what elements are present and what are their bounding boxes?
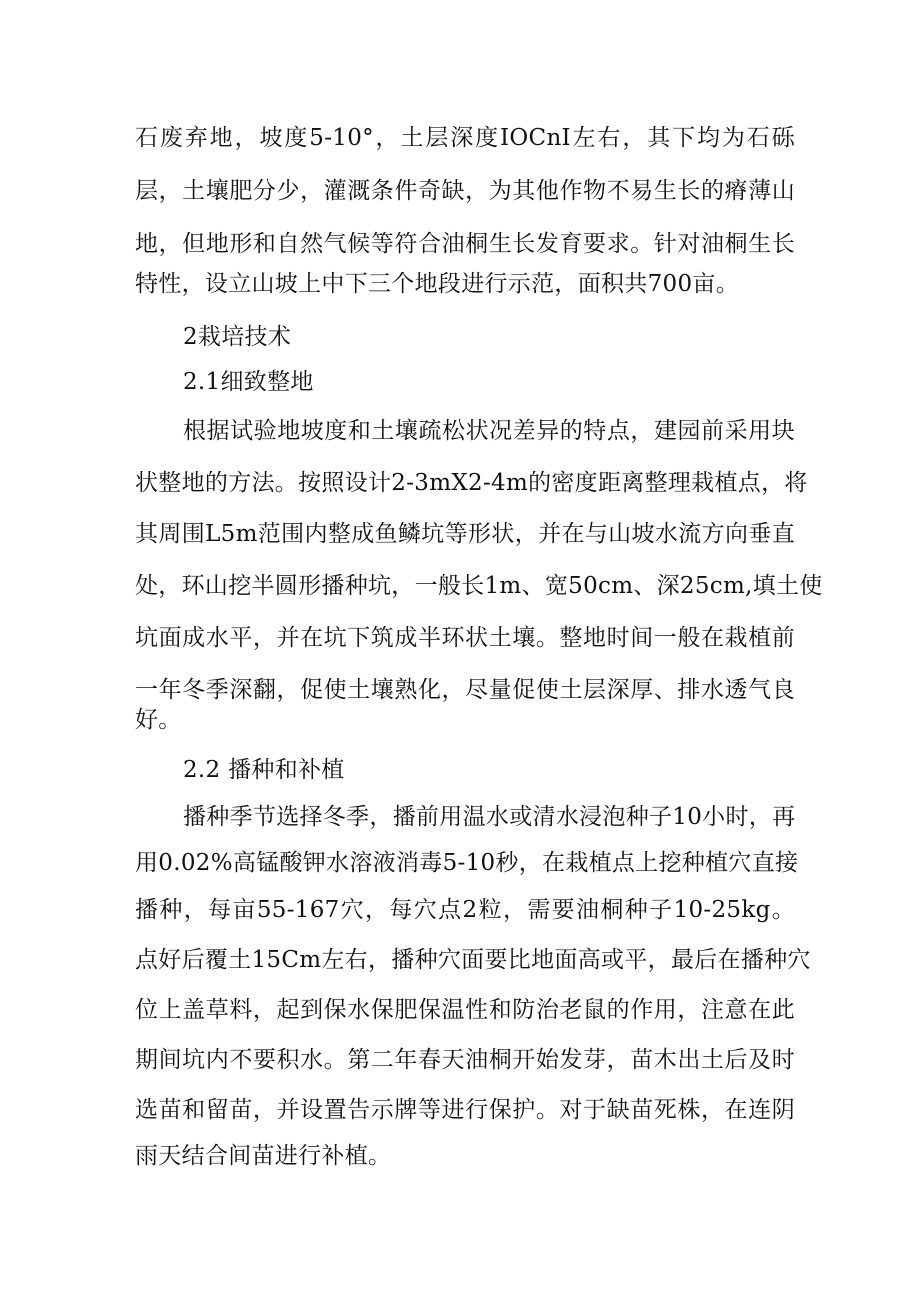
paragraph-3-line-4: 点好后覆土15Cm左右，播种穴面要比地面高或平，最后在播种穴	[135, 947, 811, 973]
paragraph-2-line-3: 其周围L5m范围内整成鱼鳞坑等形状，并在与山坡水流方向垂直	[135, 521, 795, 547]
section-heading-2: 2栽培技术	[183, 324, 292, 350]
paragraph-2-line-5: 坑面成水平，并在坑下筑成半环状土壤。整地时间一般在栽植前	[135, 625, 795, 651]
section-heading-2-2: 2.2 播种和补植	[183, 757, 345, 783]
paragraph-2-line-6: 一年冬季深翻，促使土壤熟化，尽量促使土层深厚、排水透气良	[135, 677, 795, 703]
paragraph-1-line-1: 石废弃地，坡度5-10°，土层深度IOCnI左右，其下均为石砾	[135, 125, 795, 151]
paragraph-1-line-2: 层，土壤肥分少，灌溉条件奇缺，为其他作物不易生长的瘠薄山	[135, 178, 795, 204]
paragraph-3-line-7: 选苗和留苗，并设置告示牌等进行保护。对于缺苗死株，在连阴	[135, 1097, 795, 1123]
paragraph-2-line-7: 好。	[135, 707, 182, 733]
paragraph-2-line-4: 处，环山挖半圆形播种坑，一般长1m、宽50cm、深25cm,填土使	[135, 573, 823, 599]
paragraph-3-line-5: 位上盖草料，起到保水保肥保温性和防治老鼠的作用，注意在此	[135, 997, 795, 1023]
paragraph-3-line-3: 播种，每亩55-167穴，每穴点2粒，需要油桐种子10-25kg。	[135, 897, 795, 923]
paragraph-3-line-6: 期间坑内不要积水。第二年春天油桐开始发芽，苗木出土后及时	[135, 1047, 795, 1073]
paragraph-3-line-1: 播种季节选择冬季，播前用温水或清水浸泡种子10小时，再	[183, 804, 796, 830]
paragraph-1-line-3: 地，但地形和自然气候等符合油桐生长发育要求。针对油桐生长	[135, 231, 795, 257]
paragraph-3-line-2: 用0.02%高锰酸钾水溶液消毒5-10秒，在栽植点上挖种植穴直接	[135, 850, 799, 876]
paragraph-2-line-1: 根据试验地坡度和土壤疏松状况差异的特点，建园前采用块	[183, 418, 795, 444]
paragraph-3-line-8: 雨天结合间苗进行补植。	[135, 1143, 392, 1169]
section-heading-2-1: 2.1细致整地	[183, 369, 314, 395]
paragraph-1-line-4: 特性，设立山坡上中下三个地段进行示范，面积共700亩。	[135, 271, 739, 297]
paragraph-2-line-2: 状整地的方法。按照设计2-3mX2-4m的密度距离整理栽植点，将	[135, 470, 808, 496]
